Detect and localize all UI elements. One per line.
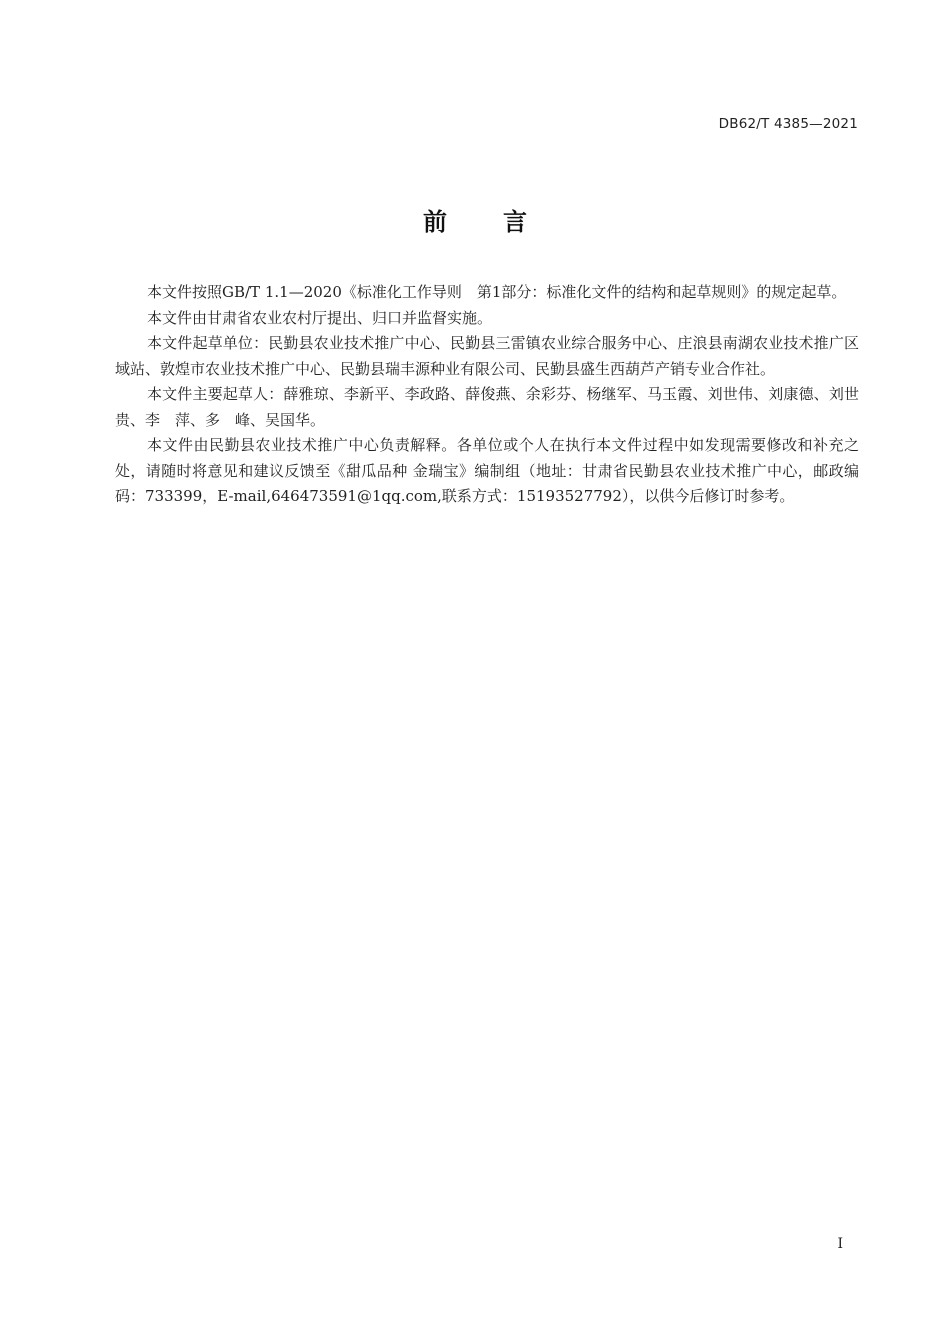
title-char-2: 言: [503, 208, 527, 236]
paragraph-drafters: 本文件主要起草人：薛雅琼、李新平、李政路、薛俊燕、余彩芬、杨继军、马玉霞、刘世伟、刘康德、刘世贵、李 萍、多 峰、吴国华。: [115, 385, 859, 429]
paragraph-proposer: 本文件由甘肃省农业农村厅提出、归口并监督实施。: [147, 308, 493, 327]
foreword-body: [115, 280, 859, 510]
paragraph-drafting-basis: 本文件按照GB/T 1.1—2020《标准化工作导则 第1部分：标准化文件的结构和起草规则》的规定起草。: [147, 283, 847, 301]
page-title: [0, 202, 950, 237]
paragraph-interpretation-contact: 本文件由民勤县农业技术推广中心负责解释。各单位或个人在执行本文件过程中如发现需要修改和补充之处，请随时将意见和建议反馈至《甜瓜品种 金瑞宝》编制组（地址：甘肃省民勤县农业技术推广中心，邮政编码：733399，E-mail,646473591@1qq.com,联系方式：15193527792），以供今后修订时参考。: [115, 436, 859, 505]
document-code: DB62/T 4385—2021: [718, 116, 858, 132]
page-number: I: [837, 1236, 843, 1252]
paragraph-drafting-units: 本文件起草单位：民勤县农业技术推广中心、民勤县三雷镇农业综合服务中心、庄浪县南湖农业技术推广区域站、敦煌市农业技术推广中心、民勤县瑞丰源种业有限公司、民勤县盛生西葫芦产销专业合作社。: [115, 334, 859, 378]
title-char-1: 前: [423, 208, 447, 236]
